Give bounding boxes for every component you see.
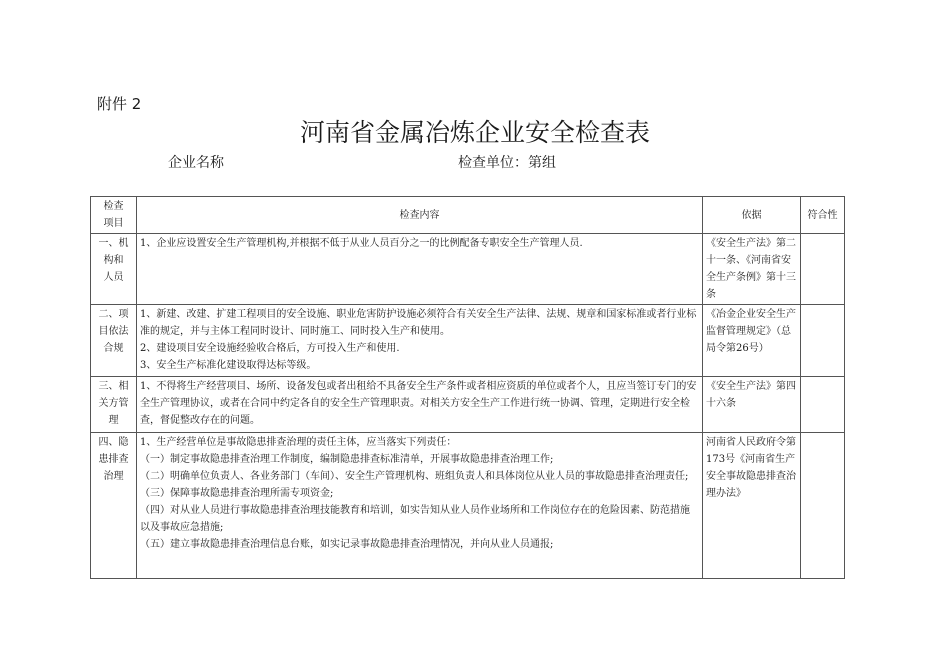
row-conformity[interactable] <box>801 377 845 433</box>
row-content <box>137 377 703 433</box>
content-line: 1、生产经营单位是事故隐患排查治理的责任主体，应当落实下列责任： <box>140 437 457 448</box>
content-line: 1、企业应设置安全生产管理机构,并根据不低于从业人员百分之一的比例配备专职安全生产管理人员. <box>140 238 583 249</box>
row-category: 三、相 关方管 理 <box>91 377 137 433</box>
attachment-label: 附件 2 <box>97 95 142 113</box>
row-conformity[interactable] <box>801 305 845 377</box>
content-line: （二）明确单位负责人、各业务部门（车间）、安全生产管理机构、班组负责人和具体岗位从业人员的事故隐患排查治理责任; <box>140 471 689 482</box>
row-content <box>137 433 703 579</box>
content-line: 1、不得将生产经营项目、场所、设备发包或者出租给不具备安全生产条件或者相应资质的单位或者个人，且应当签订专门的安全生产管理协议，或者在合同中约定各自的安全生产管理职责。对相关方安全生产工作进行统一协调、管理，定期进行安全检查，督促整改存在的问题。 <box>140 381 697 426</box>
content-line: （一）制定事故隐患排查治理工作制度，编制隐患排查标准清单，开展事故隐患排查治理工作; <box>140 454 554 465</box>
row-basis: 《安全生产法》第二十一条、《河南省安全生产条例》第十三条 <box>703 234 801 305</box>
row-basis: 《安全生产法》第四十六条 <box>703 377 801 433</box>
inspection-table <box>90 196 845 579</box>
row-conformity[interactable] <box>801 234 845 305</box>
table-row <box>91 377 845 433</box>
content-line: （三）保障事故隐患排查治理所需专项资金; <box>140 488 334 499</box>
content-line: 3、安全生产标准化建设取得达标等级。 <box>140 360 317 371</box>
header-basis: 依据 <box>703 197 801 234</box>
header-content: 检查内容 <box>137 197 703 234</box>
row-basis: 《冶金企业安全生产监督管理规定》（总局令第26号） <box>703 305 801 377</box>
company-name-label: 企业名称 <box>168 155 224 171</box>
content-line: 1、新建、改建、扩建工程项目的安全设施、职业危害防护设施必须符合有关安全生产法律、法规、规章和国家标准或者行业标准的规定，并与主体工程同时设计、同时施工、同时投入生产和使用。 <box>140 309 697 337</box>
table-row <box>91 433 845 579</box>
content-line: （五）建立事故隐患排查治理信息台账，如实记录事故隐患排查治理情况，并向从业人员通报; <box>140 539 554 550</box>
header-item <box>91 197 137 234</box>
content-line: （四）对从业人员进行事故隐患排查治理技能教育和培训，如实告知从业人员作业场所和工作岗位存在的危险因素、防范措施以及事故应急措施; <box>140 505 690 533</box>
header-item-label: 检查 项目 <box>103 201 124 229</box>
table-header-row <box>91 197 845 234</box>
row-basis: 河南省人民政府令第173号《河南省生产安全事故隐患排查治理办法》 <box>703 433 801 579</box>
row-content <box>137 234 703 305</box>
header-conformity: 符合性 <box>801 197 845 234</box>
document-title: 河南省金属冶炼企业安全检查表 <box>299 118 650 147</box>
row-category: 四、隐 患排查 治理 <box>91 433 137 579</box>
content-line: 2、建设项目安全设施经验收合格后，方可投入生产和使用. <box>140 343 400 354</box>
table-row <box>91 305 845 377</box>
table-row <box>91 234 845 305</box>
inspection-unit-label: 检查单位：第组 <box>458 155 556 171</box>
row-category: 一、机 构和 人员 <box>91 234 137 305</box>
row-conformity[interactable] <box>801 433 845 579</box>
row-content <box>137 305 703 377</box>
row-category: 二、项 目依法 合规 <box>91 305 137 377</box>
